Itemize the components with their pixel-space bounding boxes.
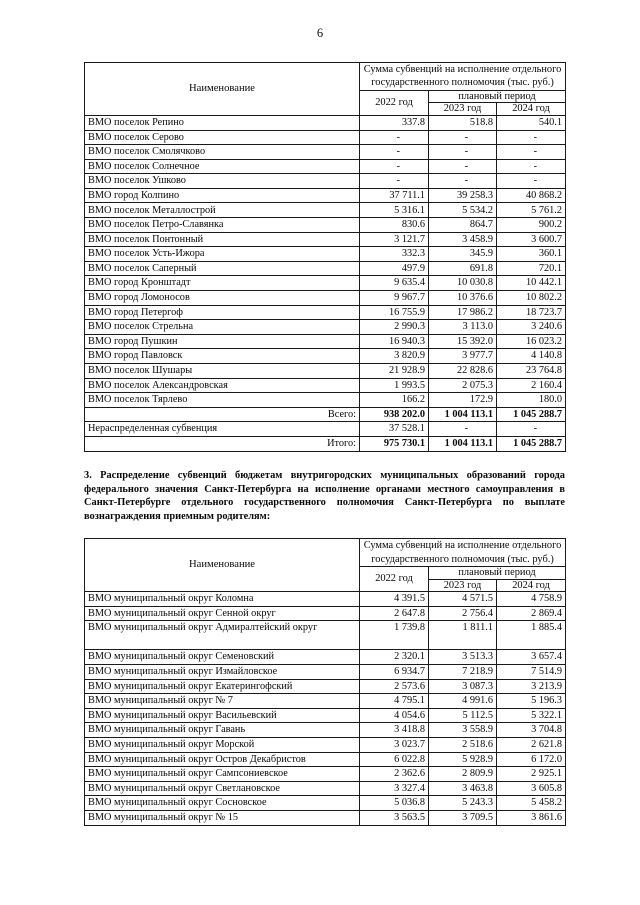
table-cell-value: 5 928.9 bbox=[429, 752, 497, 767]
table-cell-value: 10 802.2 bbox=[497, 291, 566, 306]
table-cell-value: 2 320.1 bbox=[360, 650, 429, 665]
table-cell-value: 9 967.7 bbox=[360, 291, 429, 306]
table-row bbox=[85, 650, 566, 665]
table-row bbox=[85, 145, 566, 160]
table-cell-value: - bbox=[429, 174, 497, 189]
table-cell-name: ВМО поселок Металлострой bbox=[85, 203, 360, 218]
table-row bbox=[85, 349, 566, 364]
table-cell-value: 2 621.8 bbox=[497, 737, 566, 752]
table-cell-name: ВМО муниципальный округ Коломна bbox=[85, 592, 360, 607]
table-cell-value: 5 243.3 bbox=[429, 796, 497, 811]
table-cell-value: 2 990.3 bbox=[360, 320, 429, 335]
table-row bbox=[85, 130, 566, 145]
table-cell-value: 7 218.9 bbox=[429, 665, 497, 680]
table-row bbox=[85, 320, 566, 335]
table-cell-name: ВМО город Колпино bbox=[85, 188, 360, 203]
table-row bbox=[85, 188, 566, 203]
table-cell-name: ВМО поселок Серово bbox=[85, 130, 360, 145]
table-cell-value: 3 704.8 bbox=[497, 723, 566, 738]
table-cell-value: 5 322.1 bbox=[497, 708, 566, 723]
table-cell-value: 497.9 bbox=[360, 261, 429, 276]
table-2-header-row-1 bbox=[85, 539, 566, 567]
table-cell-value: - bbox=[360, 174, 429, 189]
table-cell-name: ВМО город Павловск bbox=[85, 349, 360, 364]
table-row bbox=[85, 393, 566, 408]
table-cell-name: ВМО муниципальный округ № 15 bbox=[85, 810, 360, 825]
table-row bbox=[85, 781, 566, 796]
table-summary-label: Нераспределенная субвенция bbox=[85, 422, 360, 437]
table-cell-name: ВМО город Кронштадт bbox=[85, 276, 360, 291]
table-cell-value: 5 112.5 bbox=[429, 708, 497, 723]
table-cell-value: 4 571.5 bbox=[429, 592, 497, 607]
table-2-header-plan-period: плановый период bbox=[429, 566, 566, 579]
table-row bbox=[85, 810, 566, 825]
table-cell-name: ВМО муниципальный округ Гавань bbox=[85, 723, 360, 738]
table-cell-value: 830.6 bbox=[360, 218, 429, 233]
table-cell-value: 1 885.4 bbox=[497, 621, 566, 650]
table-cell-value: 15 392.0 bbox=[429, 334, 497, 349]
table-cell-name: ВМО муниципальный округ Васильевский bbox=[85, 708, 360, 723]
table-row bbox=[85, 621, 566, 650]
table-cell-name: ВМО поселок Стрельна bbox=[85, 320, 360, 335]
table-cell-value: - bbox=[429, 159, 497, 174]
table-cell-value: 3 113.0 bbox=[429, 320, 497, 335]
table-cell-value: 37 711.1 bbox=[360, 188, 429, 203]
table-1-header-row-1 bbox=[85, 63, 566, 91]
table-cell-value: 3 977.7 bbox=[429, 349, 497, 364]
table-cell-value: 10 442.1 bbox=[497, 276, 566, 291]
table-row bbox=[85, 218, 566, 233]
table-row bbox=[85, 752, 566, 767]
table-2-header-name: Наименование bbox=[85, 539, 360, 592]
table-summary-label: Всего: bbox=[85, 407, 360, 422]
table-cell-name: ВМО муниципальный округ Остров Декабристов bbox=[85, 752, 360, 767]
table-cell-value: 2 756.4 bbox=[429, 606, 497, 621]
table-cell-value: - bbox=[360, 159, 429, 174]
table-cell-name: ВМО муниципальный округ Светлановское bbox=[85, 781, 360, 796]
table-cell-value: 2 925.1 bbox=[497, 767, 566, 782]
table-cell-name: ВМО муниципальный округ Измайловское bbox=[85, 665, 360, 680]
table-cell-value: 4 758.9 bbox=[497, 592, 566, 607]
table-2-header-sum-title: Сумма субвенций на исполнение отдельного государственного полномочия (тыс. руб.) bbox=[360, 539, 566, 567]
table-cell-value: 10 376.6 bbox=[429, 291, 497, 306]
table-cell-value: 18 723.7 bbox=[497, 305, 566, 320]
table-summary-value: - bbox=[497, 422, 566, 437]
table-cell-value: 3 657.4 bbox=[497, 650, 566, 665]
table-row bbox=[85, 679, 566, 694]
subventions-table-2 bbox=[84, 538, 566, 825]
table-cell-name: ВМО муниципальный округ Семеновский bbox=[85, 650, 360, 665]
table-cell-value: 3 558.9 bbox=[429, 723, 497, 738]
table-cell-value: 5 458.2 bbox=[497, 796, 566, 811]
table-summary-value: 975 730.1 bbox=[360, 436, 429, 451]
table-cell-value: 4 391.5 bbox=[360, 592, 429, 607]
table-cell-value: - bbox=[429, 130, 497, 145]
table-row bbox=[85, 364, 566, 379]
table-cell-value: 4 054.6 bbox=[360, 708, 429, 723]
table-2-header-2023: 2023 год bbox=[429, 579, 497, 592]
table-cell-value: 17 986.2 bbox=[429, 305, 497, 320]
table-cell-value: 2 518.6 bbox=[429, 737, 497, 752]
table-cell-value: 345.9 bbox=[429, 247, 497, 262]
section-3-paragraph: 3. Распределение субвенций бюджетам внутригородских муниципальных образований города федерального значения Санкт-Петербурга на исполнение органами местного самоуправления в Санкт-Петербурге отдельного государственного полномочия Санкт-Петербурга по выплате вознаграждения приемным родителям: bbox=[84, 469, 565, 523]
table-cell-value: 3 327.4 bbox=[360, 781, 429, 796]
table-cell-value: 21 928.9 bbox=[360, 364, 429, 379]
table-cell-value: 166.2 bbox=[360, 393, 429, 408]
page-number: 6 bbox=[316, 26, 324, 40]
table-1-head bbox=[85, 63, 566, 116]
table-cell-value: 3 087.3 bbox=[429, 679, 497, 694]
table-1-header-plan-period: плановый период bbox=[429, 90, 566, 103]
table-2-body bbox=[85, 592, 566, 825]
table-cell-value: 2 809.9 bbox=[429, 767, 497, 782]
table-cell-value: 360.1 bbox=[497, 247, 566, 262]
table-1-body bbox=[85, 115, 566, 451]
table-cell-name: ВМО поселок Понтонный bbox=[85, 232, 360, 247]
table-cell-value: 5 534.2 bbox=[429, 203, 497, 218]
table-cell-value: 16 940.3 bbox=[360, 334, 429, 349]
page-content bbox=[84, 62, 565, 826]
table-row bbox=[85, 723, 566, 738]
table-1-header-sum-title: Сумма субвенций на исполнение отдельного государственного полномочия (тыс. руб.) bbox=[360, 63, 566, 91]
table-cell-value: 3 240.6 bbox=[497, 320, 566, 335]
table-row bbox=[85, 708, 566, 723]
table-row bbox=[85, 378, 566, 393]
table-cell-value: 3 600.7 bbox=[497, 232, 566, 247]
table-cell-value: 172.9 bbox=[429, 393, 497, 408]
table-summary-value: 938 202.0 bbox=[360, 407, 429, 422]
table-cell-value: 540.1 bbox=[497, 115, 566, 130]
table-cell-value: 5 036.8 bbox=[360, 796, 429, 811]
table-cell-value: - bbox=[497, 159, 566, 174]
table-cell-value: 691.8 bbox=[429, 261, 497, 276]
subventions-table-1 bbox=[84, 62, 566, 452]
table-cell-value: 3 121.7 bbox=[360, 232, 429, 247]
table-1-header-2022: 2022 год bbox=[360, 90, 429, 115]
table-row bbox=[85, 334, 566, 349]
table-cell-value: - bbox=[497, 174, 566, 189]
table-cell-value: 518.8 bbox=[429, 115, 497, 130]
table-cell-value: 3 709.5 bbox=[429, 810, 497, 825]
table-cell-name: ВМО поселок Шушары bbox=[85, 364, 360, 379]
table-cell-name: ВМО муниципальный округ Сосновское bbox=[85, 796, 360, 811]
table-cell-value: 3 861.6 bbox=[497, 810, 566, 825]
table-cell-value: 2 075.3 bbox=[429, 378, 497, 393]
table-cell-value: 16 023.2 bbox=[497, 334, 566, 349]
table-2-header-2024: 2024 год bbox=[497, 579, 566, 592]
table-cell-value: 5 316.1 bbox=[360, 203, 429, 218]
table-cell-value: 5 761.2 bbox=[497, 203, 566, 218]
table-row bbox=[85, 665, 566, 680]
table-cell-value: 3 458.9 bbox=[429, 232, 497, 247]
table-cell-name: ВМО поселок Саперный bbox=[85, 261, 360, 276]
table-cell-value: 6 172.0 bbox=[497, 752, 566, 767]
table-cell-value: 22 828.6 bbox=[429, 364, 497, 379]
table-cell-value: 4 140.8 bbox=[497, 349, 566, 364]
table-cell-value: 3 820.9 bbox=[360, 349, 429, 364]
table-summary-value: - bbox=[429, 422, 497, 437]
table-row bbox=[85, 606, 566, 621]
table-cell-value: 23 764.8 bbox=[497, 364, 566, 379]
table-cell-value: 16 755.9 bbox=[360, 305, 429, 320]
table-summary-row bbox=[85, 407, 566, 422]
table-summary-row bbox=[85, 422, 566, 437]
table-cell-value: 10 030.8 bbox=[429, 276, 497, 291]
table-cell-name: ВМО поселок Усть-Ижора bbox=[85, 247, 360, 262]
table-cell-value: 3 605.8 bbox=[497, 781, 566, 796]
table-cell-name: ВМО поселок Ушково bbox=[85, 174, 360, 189]
table-cell-value: - bbox=[360, 130, 429, 145]
table-cell-value: 3 023.7 bbox=[360, 737, 429, 752]
table-cell-value: - bbox=[497, 130, 566, 145]
table-row bbox=[85, 305, 566, 320]
table-row bbox=[85, 737, 566, 752]
table-cell-value: 864.7 bbox=[429, 218, 497, 233]
table-cell-value: 332.3 bbox=[360, 247, 429, 262]
table-row bbox=[85, 276, 566, 291]
table-cell-value: 2 362.6 bbox=[360, 767, 429, 782]
table-2-head bbox=[85, 539, 566, 592]
table-cell-name: ВМО муниципальный округ Морской bbox=[85, 737, 360, 752]
table-cell-value: - bbox=[497, 145, 566, 160]
table-cell-value: 6 934.7 bbox=[360, 665, 429, 680]
table-cell-name: ВМО город Петергоф bbox=[85, 305, 360, 320]
table-cell-value: 900.2 bbox=[497, 218, 566, 233]
table-summary-value: 1 045 288.7 bbox=[497, 407, 566, 422]
table-row bbox=[85, 592, 566, 607]
table-cell-name: ВМО муниципальный округ Екатерингофский bbox=[85, 679, 360, 694]
table-summary-value: 1 004 113.1 bbox=[429, 436, 497, 451]
table-cell-name: ВМО поселок Тярлево bbox=[85, 393, 360, 408]
table-row bbox=[85, 796, 566, 811]
table-row bbox=[85, 694, 566, 709]
table-2-header-2022: 2022 год bbox=[360, 566, 429, 591]
table-summary-row bbox=[85, 436, 566, 451]
table-summary-value: 1 045 288.7 bbox=[497, 436, 566, 451]
table-cell-name: ВМО поселок Репино bbox=[85, 115, 360, 130]
table-row bbox=[85, 261, 566, 276]
table-cell-name: ВМО муниципальный округ № 7 bbox=[85, 694, 360, 709]
table-row bbox=[85, 767, 566, 782]
table-cell-value: 3 213.9 bbox=[497, 679, 566, 694]
table-cell-value: 3 418.8 bbox=[360, 723, 429, 738]
table-row bbox=[85, 291, 566, 306]
table-cell-value: 4 991.6 bbox=[429, 694, 497, 709]
table-summary-value: 1 004 113.1 bbox=[429, 407, 497, 422]
table-cell-value: 3 463.8 bbox=[429, 781, 497, 796]
table-cell-name: ВМО город Пушкин bbox=[85, 334, 360, 349]
table-cell-value: 1 739.8 bbox=[360, 621, 429, 650]
table-cell-value: 6 022.8 bbox=[360, 752, 429, 767]
table-cell-name: ВМО поселок Александровская bbox=[85, 378, 360, 393]
table-cell-name: ВМО город Ломоносов bbox=[85, 291, 360, 306]
table-cell-value: 337.8 bbox=[360, 115, 429, 130]
table-row bbox=[85, 174, 566, 189]
table-1-header-name: Наименование bbox=[85, 63, 360, 116]
table-cell-name: ВМО поселок Смолячково bbox=[85, 145, 360, 160]
table-cell-value: 7 514.9 bbox=[497, 665, 566, 680]
table-cell-name: ВМО поселок Петро-Славянка bbox=[85, 218, 360, 233]
table-cell-value: - bbox=[360, 145, 429, 160]
table-cell-value: 720.1 bbox=[497, 261, 566, 276]
table-cell-name: ВМО поселок Солнечное bbox=[85, 159, 360, 174]
table-row bbox=[85, 247, 566, 262]
table-cell-value: 1 993.5 bbox=[360, 378, 429, 393]
table-1-header-2023: 2023 год bbox=[429, 103, 497, 116]
table-cell-value: 3 513.3 bbox=[429, 650, 497, 665]
table-cell-value: 39 258.3 bbox=[429, 188, 497, 203]
table-row bbox=[85, 115, 566, 130]
table-cell-value: 2 869.4 bbox=[497, 606, 566, 621]
table-row bbox=[85, 203, 566, 218]
spacer bbox=[84, 524, 565, 538]
table-cell-name: ВМО муниципальный округ Адмиралтейский округ bbox=[85, 621, 360, 650]
table-cell-value: - bbox=[429, 145, 497, 160]
table-summary-label: Итого: bbox=[85, 436, 360, 451]
table-cell-value: 2 160.4 bbox=[497, 378, 566, 393]
table-row bbox=[85, 159, 566, 174]
table-cell-name: ВМО муниципальный округ Сампсониевское bbox=[85, 767, 360, 782]
table-cell-value: 40 868.2 bbox=[497, 188, 566, 203]
table-cell-value: 1 811.1 bbox=[429, 621, 497, 650]
table-cell-value: 4 795.1 bbox=[360, 694, 429, 709]
table-cell-value: 5 196.3 bbox=[497, 694, 566, 709]
table-cell-value: 2 647.8 bbox=[360, 606, 429, 621]
table-cell-value: 2 573.6 bbox=[360, 679, 429, 694]
table-cell-value: 180.0 bbox=[497, 393, 566, 408]
table-cell-value: 9 635.4 bbox=[360, 276, 429, 291]
table-cell-value: 3 563.5 bbox=[360, 810, 429, 825]
table-1-header-2024: 2024 год bbox=[497, 103, 566, 116]
table-summary-value: 37 528.1 bbox=[360, 422, 429, 437]
table-cell-name: ВМО муниципальный округ Сенной округ bbox=[85, 606, 360, 621]
table-row bbox=[85, 232, 566, 247]
